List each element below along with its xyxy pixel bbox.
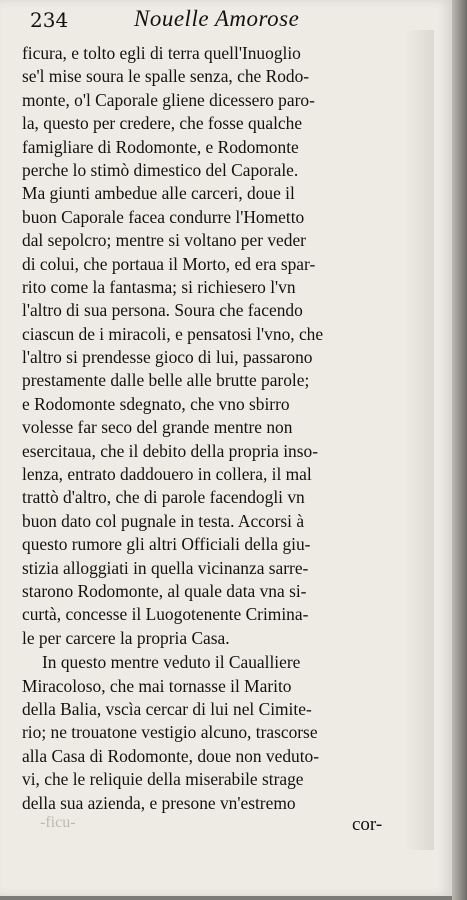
page-edge xyxy=(452,0,467,900)
text-line: starono Rodomonte, al quale data vna si- xyxy=(22,580,307,601)
text-line: curtà, concesse il Luogotenente Crimina- xyxy=(22,604,309,625)
text-line: questo rumore gli altri Officiali della giu- xyxy=(22,534,311,555)
text-line: l'altro si prendesse gioco di lui, passarono xyxy=(22,347,313,368)
text-line: Ma giunti ambedue alle carceri, doue il xyxy=(22,183,295,204)
catchword: cor- xyxy=(352,814,383,835)
text-line: trattò d'altro, che di parole facendogli vn xyxy=(22,487,305,508)
text-line: esercitaua, che il debito della propria inso- xyxy=(22,440,319,461)
page-header xyxy=(30,6,430,34)
text-line: di colui, che portaua il Morto, ed era spar- xyxy=(22,253,316,274)
text-line: ciascun de i miracoli, e pensatosi l'vno, che xyxy=(22,323,324,344)
paragraph-start-line: In questo mentre veduto il Caualliere xyxy=(42,652,301,673)
text-line: l'altro di sua persona. Soura che facendo xyxy=(22,300,303,321)
text-line: la, questo per credere, che fosse qualche xyxy=(22,113,303,134)
text-line: le per carcere la propria Casa. xyxy=(22,627,230,648)
text-line: alla Casa di Rodomonte, doue non veduto- xyxy=(22,745,320,766)
running-title: Nouelle Amorose xyxy=(134,6,300,31)
text-line: buon Caporale facea condurre l'Hometto xyxy=(22,206,305,227)
text-line: rito come la fantasma; si richiesero l'vn xyxy=(22,276,296,297)
page-footer xyxy=(0,812,452,842)
text-line: Miracoloso, che mai tornasse il Marito xyxy=(22,675,292,696)
text-line: vi, che le reliquie della miserabile strage xyxy=(22,769,304,790)
text-line: buon dato col pugnale in testa. Accorsi à xyxy=(22,510,305,531)
text-line: perche lo stimò dimestico del Caporale. xyxy=(22,159,299,180)
text-line: prestamente dalle belle alle brutte parole; xyxy=(22,370,310,391)
text-line: monte, o'l Caporale gliene dicessero paro- xyxy=(22,89,315,110)
text-line: della sua azienda, e presone vn'estremo xyxy=(22,792,296,813)
text-line: ficura, e tolto egli di terra quell'Inuoglio xyxy=(22,43,301,63)
text-line: stizia alloggiati in quella vicinanza sarre- xyxy=(22,557,309,578)
body-text xyxy=(22,42,430,815)
text-line: volesse far seco del grande mentre non xyxy=(22,417,293,438)
text-line: della Balia, vscìa cercar di lui nel Cimite- xyxy=(22,698,312,719)
text-line: rio; ne trouatone vestigio alcuno, trascorse xyxy=(22,722,318,743)
text-line: se'l mise soura le spalle senza, che Rodo- xyxy=(22,66,310,87)
page-number: 234 xyxy=(30,8,69,32)
text-line: famigliare di Rodomonte, e Rodomonte xyxy=(22,136,299,157)
text-line: dal sepolcro; mentre si voltano per veder xyxy=(22,230,306,251)
text-line: lenza, entrato daddouero in collera, il mal xyxy=(22,464,312,485)
bleed-through-text: -ficu- xyxy=(40,814,76,831)
text-line: e Rodomonte sdegnato, che vno sbirro xyxy=(22,393,290,414)
